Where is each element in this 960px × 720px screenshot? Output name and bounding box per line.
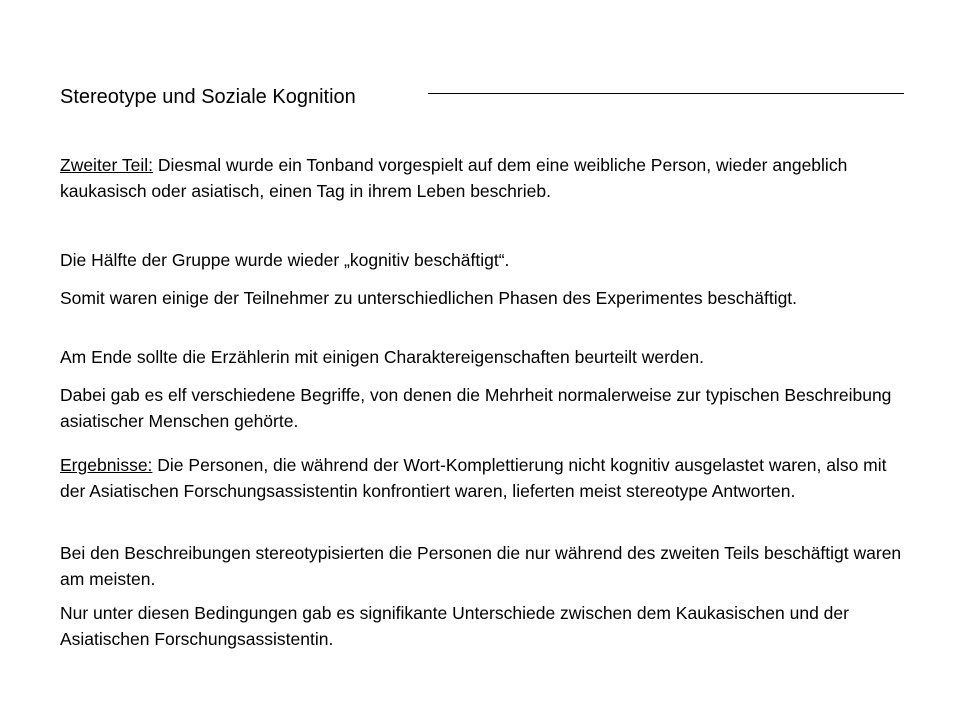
paragraph-text: Bei den Beschreibungen stereotypisierten die Personen die nur während des zweiten Teils beschäftigt waren am meisten. [60,543,902,589]
paragraph-text: Nur unter diesen Bedingungen gab es signifikante Unterschiede zwischen dem Kaukasischen und der Asiatischen Forschungsassistentin. [60,603,849,649]
paragraph-text: Die Hälfte der Gruppe wurde wieder „kognitiv beschäftigt“. [60,250,510,270]
paragraph-gruppe-haelfte [60,247,910,273]
paragraph-text: Am Ende sollte die Erzählerin mit einigen Charaktereigenschaften beurteilt werden. [60,347,704,367]
paragraph-text: Somit waren einige der Teilnehmer zu unterschiedlichen Phasen des Experimentes beschäftigt. [60,288,798,308]
slide-title: Stereotype und Soziale Kognition [60,86,356,108]
paragraph-phasen [60,285,910,311]
paragraph-ergebnisse [60,452,910,504]
paragraph-beschreibungen [60,540,910,592]
paragraph-zweiter-teil [60,152,910,204]
title-divider-line [428,93,904,94]
paragraph-text: Dabei gab es elf verschiedene Begriffe, von denen die Mehrheit normalerweise zur typischen Beschreibung asiatischer Menschen gehörte. [60,385,892,431]
paragraph-text: Diesmal wurde ein Tonband vorgespielt auf dem eine weibliche Person, wieder angeblich kaukasisch oder asiatisch, einen Tag in ihrem Leben beschrieb. [60,155,848,201]
paragraph-text: Die Personen, die während der Wort-Komplettierung nicht kognitiv ausgelastet waren, also mit der Asiatischen Forschungsassistentin konfrontiert waren, lieferten meist stereotype Antworten. [60,455,887,501]
paragraph-lead-label: Ergebnisse: [60,455,153,475]
paragraph-begriffe [60,382,910,434]
paragraph-lead-label: Zweiter Teil: [60,155,154,175]
paragraph-erzaehlerin [60,344,910,370]
paragraph-bedingungen [60,600,910,652]
